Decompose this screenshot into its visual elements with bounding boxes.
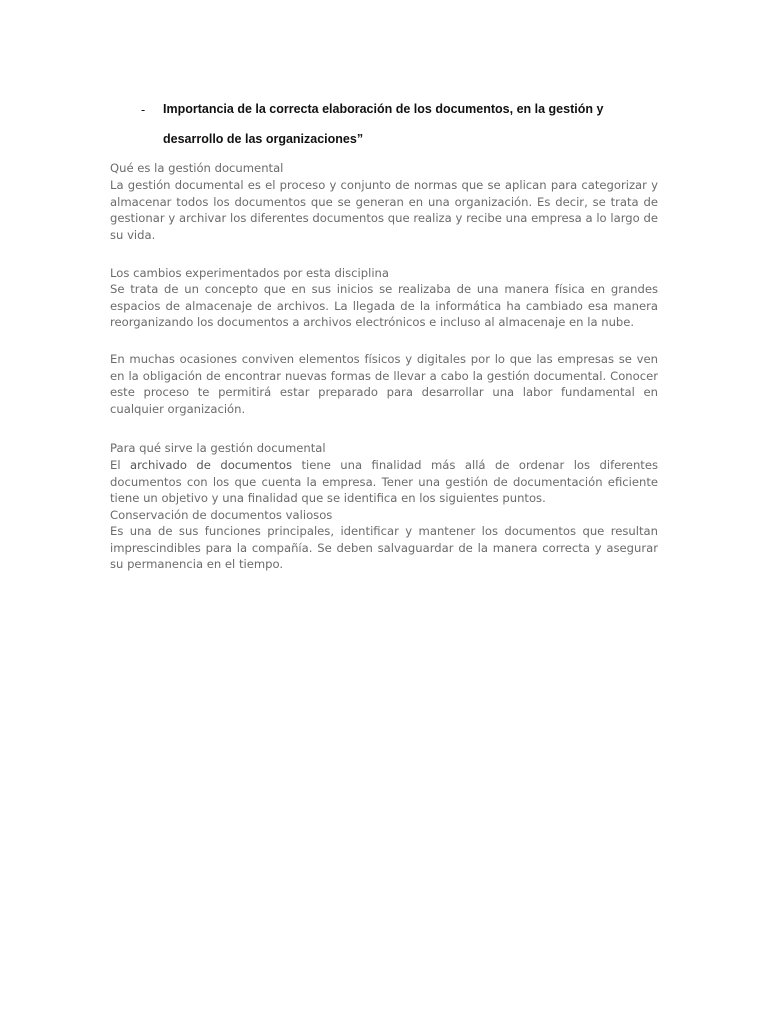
section-paragraph-cambios: Se trata de un concepto que en sus inicios se realizaba de una manera física en grandes espacios de almacenaje de archivos. La llegada de la informática ha cambiado esa manera reorganizando los documentos a archivos electrónicos e incluso al almacenaje en la nube.	[110, 282, 658, 330]
section-paragraph-que-es: La gestión documental es el proceso y conjunto de normas que se aplican para categorizar y almacenar todos los documentos que se generan en una organización. Es decir, se trata de gestionar y archivar los diferentes documentos que realiza y recibe una empresa a lo largo de su vida.	[110, 178, 658, 242]
section-title-cambios: Los cambios experimentados por esta disciplina	[110, 266, 390, 280]
document-heading-line-2: desarrollo de las organizaciones”	[163, 132, 364, 146]
paragraph-lead: El	[110, 458, 121, 472]
section-title-para-que: Para qué sirve la gestión documental	[110, 441, 326, 455]
section-paragraph-ocasiones: En muchas ocasiones conviven elementos físicos y digitales por lo que las empresas se ven en la obligación de encontrar nuevas formas de llevar a cabo la gestión documental. Conocer este proceso te permitirá estar preparado para desarrollar una labor fundamental en cualquier organización.	[110, 352, 658, 416]
section-paragraph-conservacion: Es una de sus funciones principales, identificar y mantener los documentos que resultan imprescindibles para la compañía. Se deben salvaguardar de la manera correcta y asegurar su permanencia en el tiempo.	[110, 524, 658, 572]
section-title-que-es: Qué es la gestión documental	[110, 161, 284, 175]
section-title-conservacion: Conservación de documentos valiosos	[110, 508, 333, 522]
section-paragraph-para-que	[110, 457, 658, 507]
document-heading-line-1: Importancia de la correcta elaboración de los documentos, en la gestión y	[163, 102, 604, 116]
paragraph-rest: tiene una finalidad más allá de ordenar los diferentes documentos con los que cuenta la empresa. Tener una gestión de documentación eficiente tiene un objetivo y una finalidad que se identifica en los siguientes puntos.	[110, 458, 659, 506]
archivado-term: archivado de documentos	[130, 458, 292, 472]
heading-bullet: -	[141, 103, 146, 117]
